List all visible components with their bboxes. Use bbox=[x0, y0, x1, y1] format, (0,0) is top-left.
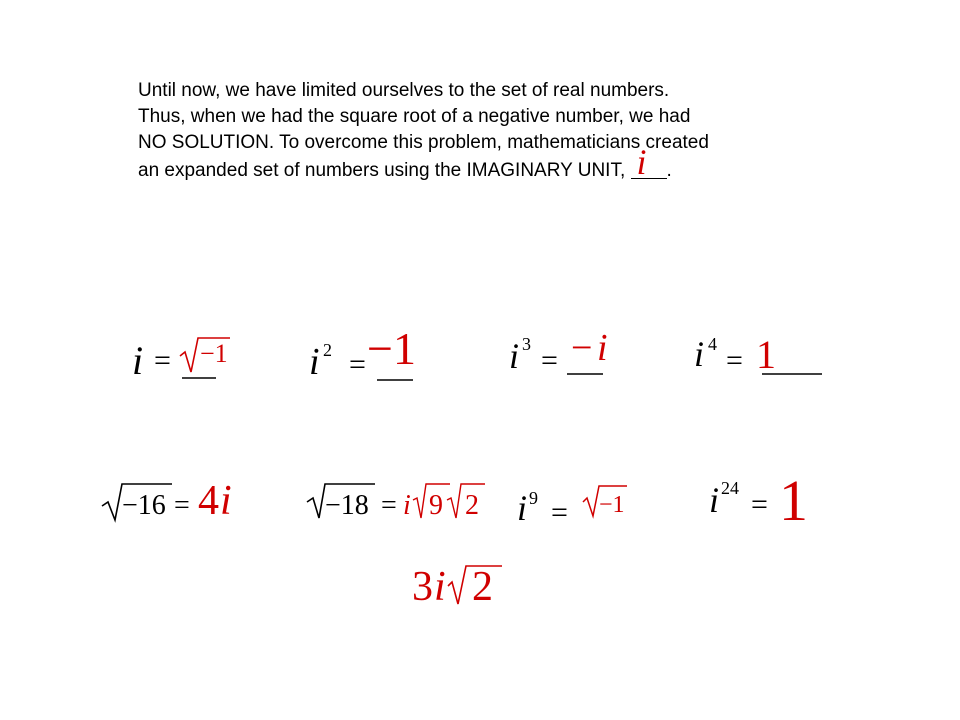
equation-sqrt-neg18 bbox=[305, 480, 495, 526]
eq7-equals: = bbox=[551, 496, 568, 529]
eq5-answer: 4 bbox=[198, 478, 219, 524]
eq5-radicand: −16 bbox=[122, 490, 166, 521]
eq4-exp: 4 bbox=[708, 334, 717, 354]
eq3-answer-sign: − bbox=[571, 328, 593, 369]
eq8-answer: 1 bbox=[779, 470, 808, 530]
eq8-equals: = bbox=[751, 488, 768, 521]
equation-i-ninth bbox=[515, 482, 635, 532]
eq2-equals: = bbox=[349, 348, 366, 381]
equation-i-squared bbox=[305, 322, 430, 392]
eq2-base: i bbox=[309, 341, 320, 383]
eq2-answer: −1 bbox=[367, 323, 416, 374]
intro-line-3: NO SOLUTION. To overcome this problem, mathematicians created bbox=[138, 132, 709, 153]
equation-sqrt-neg16 bbox=[100, 476, 245, 526]
eq6-radicand: −18 bbox=[325, 490, 369, 521]
equation-i-cubed bbox=[505, 328, 625, 388]
eq8-base: i bbox=[709, 480, 720, 520]
eq6-radicand-9: 9 bbox=[429, 490, 443, 521]
eq5-answer-var: i bbox=[220, 478, 232, 524]
intro-line-4-text: an expanded set of numbers using the IMAGINARY UNIT, bbox=[138, 160, 626, 181]
eq6-answer-var: i bbox=[403, 490, 411, 521]
intro-line-4-end: . bbox=[666, 160, 672, 181]
eq4-equals: = bbox=[726, 344, 743, 377]
eq7-base: i bbox=[517, 488, 528, 528]
eq8-exp: 24 bbox=[721, 478, 739, 498]
intro-paragraph bbox=[138, 78, 818, 184]
extra-coef: 3 bbox=[412, 564, 433, 610]
equation-i-fourth bbox=[690, 332, 825, 382]
eq3-exp: 3 bbox=[522, 334, 531, 354]
eq1-radicand: −1 bbox=[200, 339, 228, 368]
extra-var: i bbox=[434, 564, 446, 610]
eq3-answer-var: i bbox=[597, 328, 608, 369]
eq1-equals: = bbox=[154, 344, 171, 377]
eq4-answer: 1 bbox=[756, 332, 776, 377]
eq3-base: i bbox=[509, 336, 520, 376]
eq6-equals: = bbox=[381, 490, 397, 521]
eq7-exp: 9 bbox=[529, 488, 538, 508]
imaginary-unit-blank bbox=[631, 142, 667, 182]
eq2-exp: 2 bbox=[323, 340, 332, 360]
eq5-equals: = bbox=[174, 490, 190, 521]
equation-i-24 bbox=[705, 470, 820, 530]
imaginary-unit-answer: i bbox=[636, 142, 647, 182]
eq6-radicand-2: 2 bbox=[465, 490, 479, 521]
extra-radicand: 2 bbox=[472, 564, 493, 610]
eq1-base: i bbox=[132, 338, 144, 383]
simplified-3i-sqrt2 bbox=[410, 560, 510, 610]
equation-i-equals-sqrt-neg1 bbox=[130, 330, 240, 390]
intro-line-1: Until now, we have limited ourselves to the set of real numbers. bbox=[138, 80, 670, 101]
eq3-equals: = bbox=[541, 344, 558, 377]
intro-line-2: Thus, when we had the square root of a negative number, we had bbox=[138, 106, 691, 127]
eq7-radicand: −1 bbox=[599, 492, 625, 518]
eq4-base: i bbox=[694, 334, 705, 374]
